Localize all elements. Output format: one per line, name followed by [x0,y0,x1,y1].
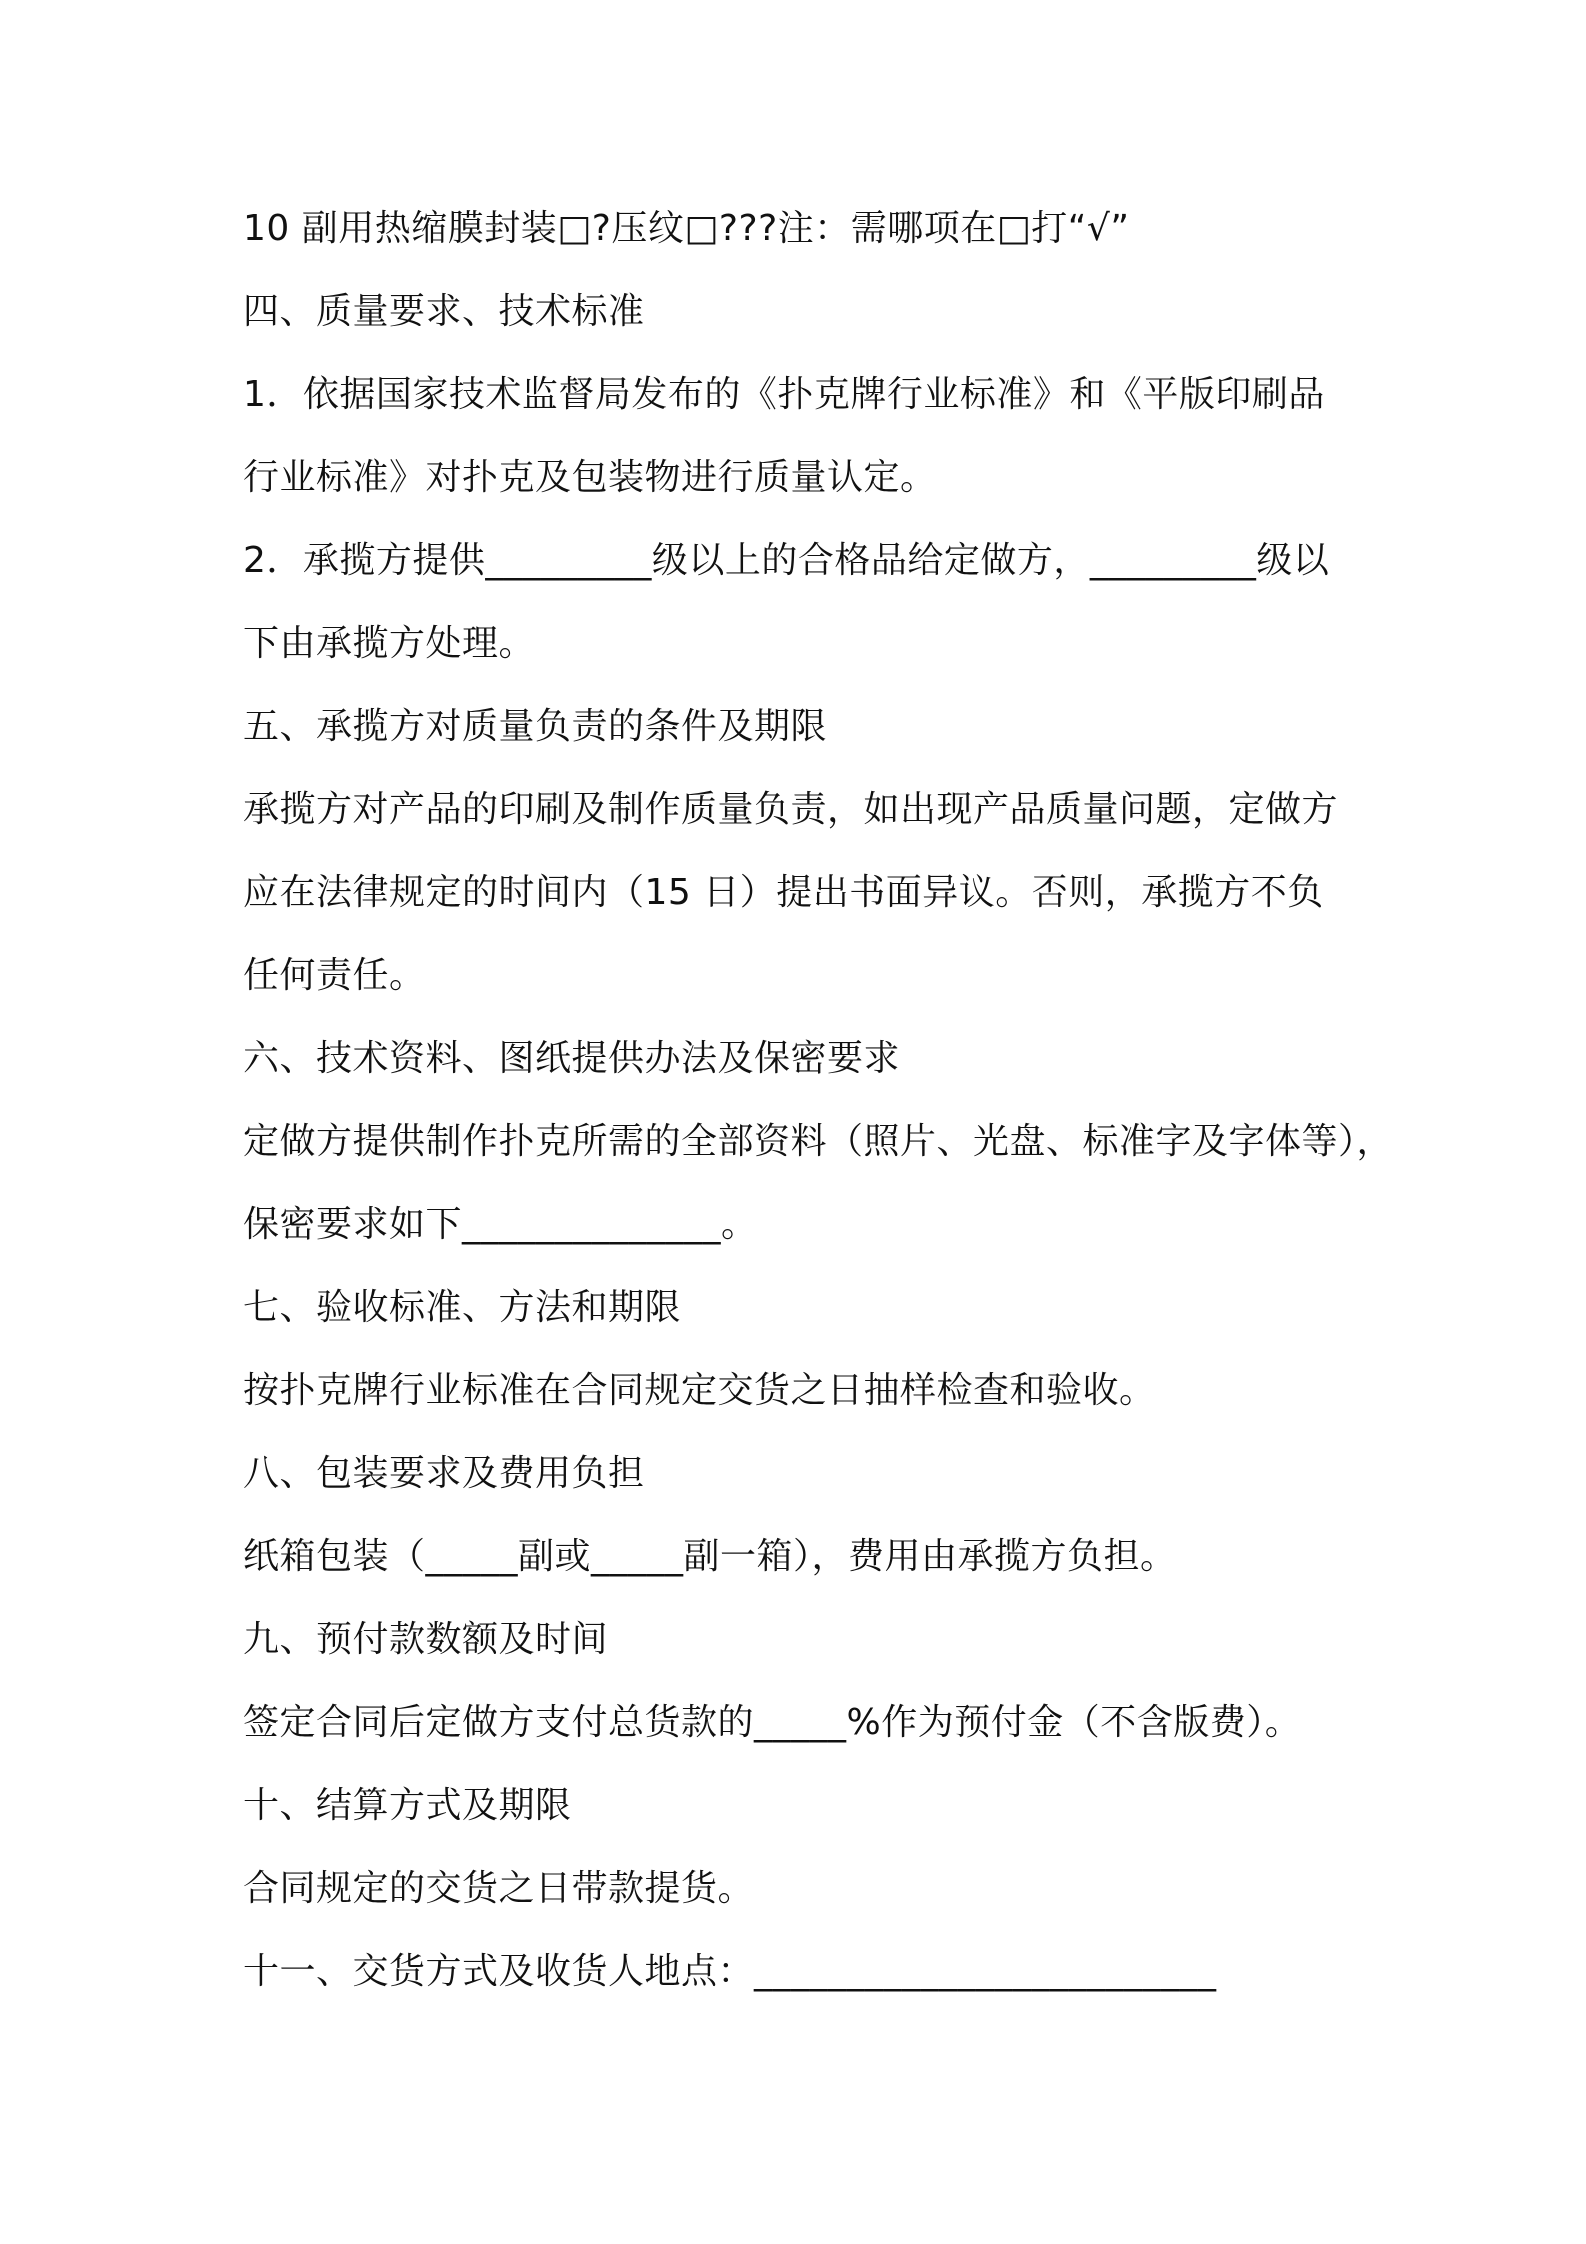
text-line-packaging-note: 10 副用热缩膜封装□?压纹□???注：需哪项在□打“√” [243,208,1130,249]
section-heading-quality: 四、质量要求、技术标准 [243,291,645,332]
section-heading-packing: 八、包装要求及费用负担 [243,1453,645,1494]
text-line-packing: 纸箱包装（_____副或_____副一箱），费用由承揽方负担。 [243,1536,1177,1577]
text-line-standard-1b: 行业标准》对扑克及包装物进行质量认定。 [243,457,937,498]
text-line-settlement: 合同规定的交货之日带款提货。 [243,1868,755,1909]
text-line-standard-1a: 1．依据国家技术监督局发布的《扑克牌行业标准》和《平版印刷品 [243,374,1325,415]
section-heading-prepayment: 九、预付款数额及时间 [243,1619,609,1660]
text-line-confidentiality-a: 定做方提供制作扑克所需的全部资料（照片、光盘、标准字及字体等）， [243,1121,1394,1162]
text-line-standard-2b: 下由承揽方处理。 [243,623,536,664]
text-line-responsibility-a: 承揽方对产品的印刷及制作质量负责，如出现产品质量问题，定做方 [243,789,1339,830]
section-heading-confidentiality: 六、技术资料、图纸提供办法及保密要求 [243,1038,901,1079]
section-heading-settlement: 十、结算方式及期限 [243,1785,572,1826]
section-heading-responsibility: 五、承揽方对质量负责的条件及期限 [243,706,828,747]
text-line-acceptance: 按扑克牌行业标准在合同规定交货之日抽样检查和验收。 [243,1370,1156,1411]
text-line-standard-2a: 2．承揽方提供_________级以上的合格品给定做方，_________级以 [243,540,1330,581]
text-line-confidentiality-b: 保密要求如下______________。 [243,1204,758,1245]
section-heading-acceptance: 七、验收标准、方法和期限 [243,1287,682,1328]
text-line-prepayment: 签定合同后定做方支付总货款的_____%作为预付金（不含版费）。 [243,1702,1302,1743]
text-line-responsibility-b: 应在法律规定的时间内（15 日）提出书面异议。否则，承揽方不负 [243,872,1324,913]
section-heading-delivery: 十一、交货方式及收货人地点：_________________________ [243,1951,1217,1992]
text-line-responsibility-c: 任何责任。 [243,955,426,996]
